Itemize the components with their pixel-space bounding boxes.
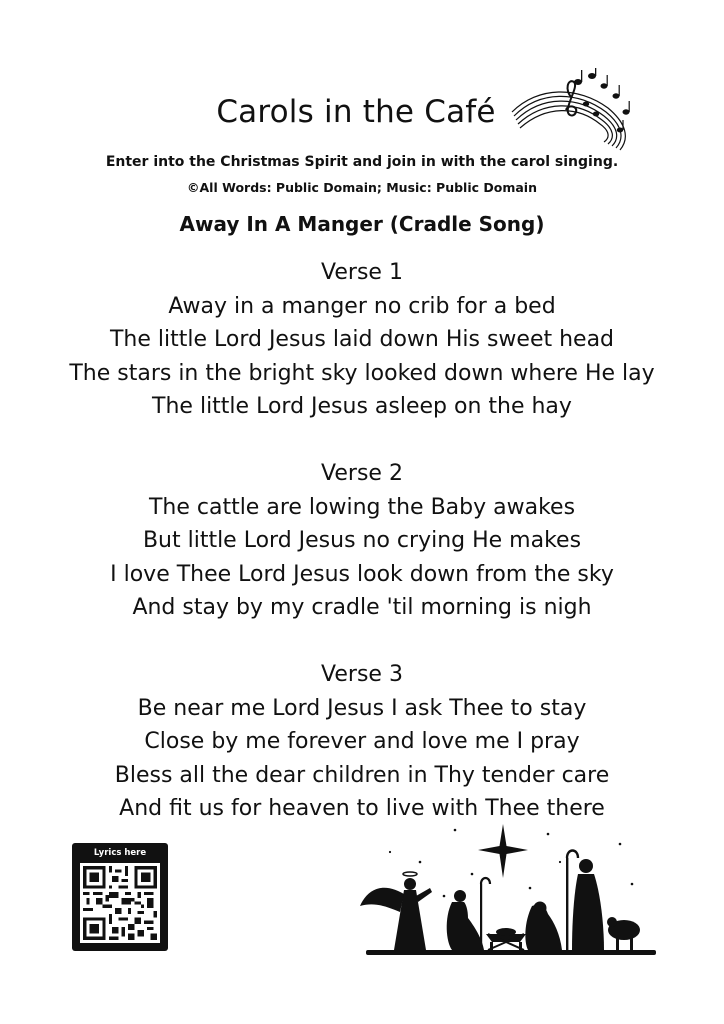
verse-3 xyxy=(0,658,724,826)
subtitle: Enter into the Christmas Spirit and join in with the carol singing. xyxy=(105,154,619,170)
lyric-line: The little Lord Jesus laid down His sweet head xyxy=(109,327,615,352)
music-notes-swirl-icon xyxy=(508,68,638,152)
lyric-line: Bless all the dear children in Thy tender care xyxy=(114,762,610,788)
lyric-line: The stars in the bright sky looked down where He lay xyxy=(69,360,655,386)
qr-code-icon[interactable] xyxy=(80,863,160,943)
lyric-line: Close by me forever and love me I pray xyxy=(144,729,580,754)
verse-heading: Verse 1 xyxy=(321,260,403,285)
lyric-line: I love Thee Lord Jesus look down from the sky xyxy=(110,561,614,587)
lyric-line: Be near me Lord Jesus I ask Thee to stay xyxy=(137,695,587,721)
verse-heading: Verse 2 xyxy=(321,461,403,486)
lyric-line: But little Lord Jesus no crying He makes xyxy=(142,528,582,553)
song-title: Away In A Manger (Cradle Song) xyxy=(179,212,545,236)
nativity-scene-icon xyxy=(360,822,660,958)
copyright-notice: ©All Words: Public Domain; Music: Public Domain xyxy=(187,180,537,195)
verse-heading: Verse 3 xyxy=(321,662,403,687)
lyrics xyxy=(0,256,724,859)
lyric-line: Away in a manger no crib for a bed xyxy=(168,293,556,319)
verse-1 xyxy=(0,256,724,424)
lyric-line: And fit us for heaven to live with Thee there xyxy=(119,796,605,821)
verse-2 xyxy=(0,457,724,625)
lyric-line: And stay by my cradle 'til morning is nigh xyxy=(132,595,592,620)
qr-code-card[interactable] xyxy=(72,843,168,951)
title-text: Carols in the Café xyxy=(216,94,496,130)
lyric-line: The cattle are lowing the Baby awakes xyxy=(148,494,576,520)
qr-label: Lyrics here xyxy=(93,848,147,858)
lyric-line: The little Lord Jesus asleep on the hay xyxy=(152,394,572,419)
